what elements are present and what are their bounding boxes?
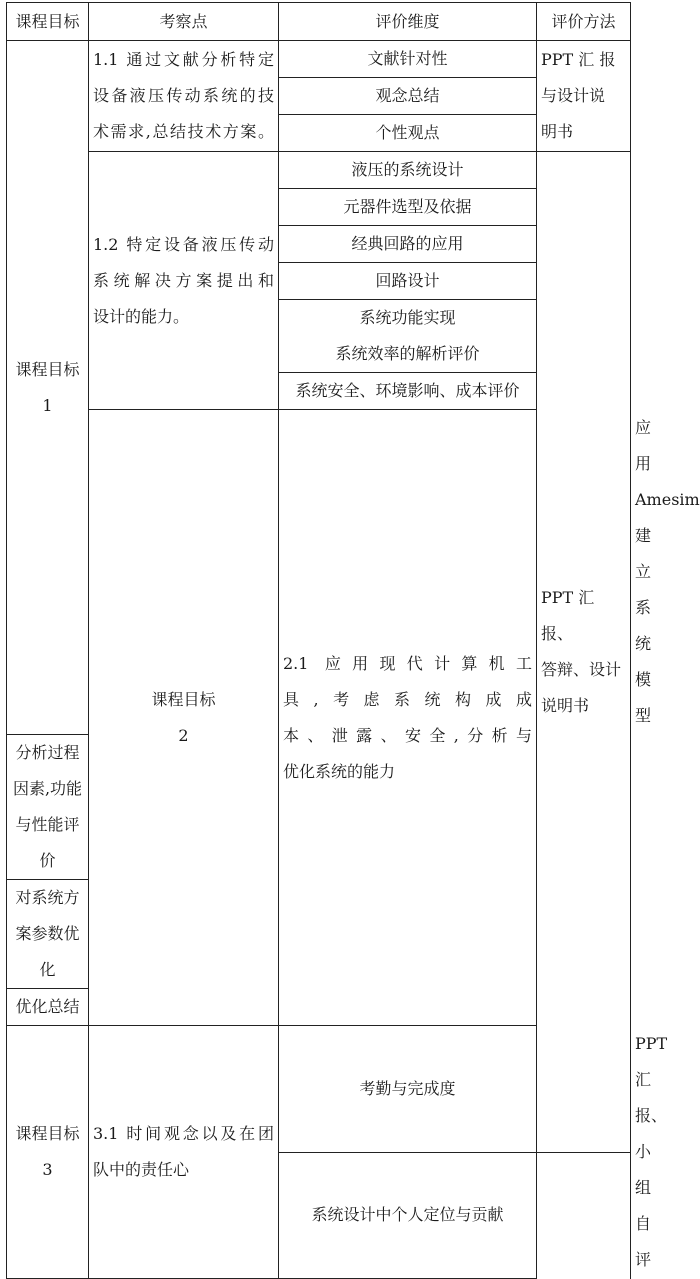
goal-label: 课程目标 xyxy=(15,1124,80,1143)
point-2-1-cell xyxy=(279,410,537,1026)
point-text-line: 1.1 通过文献分析特定 xyxy=(93,50,274,69)
point-text-line: 2.1 应用现代计算机工 xyxy=(283,653,532,673)
method-text-line: PPT 汇 报 xyxy=(541,50,616,69)
header-method: 评价方法 xyxy=(537,3,631,41)
method-text-line: PPT 汇报、 xyxy=(541,587,595,643)
dimension-cell: 元器件选型及依据 xyxy=(279,189,537,226)
header-row xyxy=(7,3,631,41)
dimension-cell: 系统设计中个人定位与贡献 xyxy=(279,1152,537,1279)
dimension-cell: 考勤与完成度 xyxy=(279,1026,537,1153)
header-goal: 课程目标 xyxy=(7,3,89,41)
table-row xyxy=(7,41,631,78)
table-row: 课程目标 3 3.1 时间观念以及在团 队中的责任心 考勤与完成度 PPT 汇报、 小组自评 xyxy=(7,1026,631,1153)
method-text-line: 明书 xyxy=(541,122,574,141)
goal-number: 2 xyxy=(178,725,189,745)
point-text-line: 1.2 特定设备液压传动 xyxy=(93,234,274,254)
point-text-line: 具,考虑系统构成成 xyxy=(283,689,532,709)
method-shared-cell xyxy=(537,152,631,1153)
table-row: 课程目标 2 2.1 应用现代计算机工 具,考虑系统构成成 本、泄露、安全,分析与 优化系统的能力 应用 Amesim 建立系统模型 xyxy=(7,410,631,735)
point-text-line: 优化系统的能力 xyxy=(283,761,396,781)
dimension-cell: 系统安全、环境影响、成本评价 xyxy=(279,373,537,410)
dimension-cell: 优化总结 xyxy=(7,989,89,1026)
dimension-cell: 个性观点 xyxy=(279,115,537,152)
goal-1-cell xyxy=(7,41,89,735)
dimension-cell: 对系统方案参数优化 xyxy=(7,880,89,989)
point-text-line: 本、泄露、安全,分析与 xyxy=(283,725,532,745)
goal-number: 1 xyxy=(42,395,53,415)
method-text-line: 答辩、设计 xyxy=(541,659,622,679)
point-text-line: 队中的责任心 xyxy=(93,1160,190,1179)
point-text-line: 系统解决方案提出和 xyxy=(93,270,274,290)
dimension-text-line: 系统功能实现 xyxy=(359,308,456,327)
dimension-cell: 观念总结 xyxy=(279,78,537,115)
goal-3-cell xyxy=(7,1026,89,1279)
point-text-line: 术需求,总结技术方案。 xyxy=(93,122,274,141)
dimension-cell: 回路设计 xyxy=(279,263,537,300)
dimension-cell: 分析过程因素,功能与性能评价 xyxy=(7,735,89,880)
header-dimension: 评价维度 xyxy=(279,3,537,41)
dimension-text-line: 系统效率的解析评价 xyxy=(335,344,480,363)
point-3-1-cell xyxy=(89,1026,279,1279)
point-1-2-cell xyxy=(89,152,279,410)
point-text-line: 设计的能力。 xyxy=(93,306,190,326)
goal-label: 课程目标 xyxy=(15,359,80,379)
dimension-cell: 经典回路的应用 xyxy=(279,226,537,263)
method-text-line: 说明书 xyxy=(541,695,590,715)
point-1-1-cell xyxy=(89,41,279,152)
header-point: 考察点 xyxy=(89,3,279,41)
goal-number: 3 xyxy=(42,1160,53,1179)
dimension-cell xyxy=(279,300,537,373)
dimension-cell: 液压的系统设计 xyxy=(279,152,537,189)
goal-2-cell xyxy=(89,410,279,1026)
point-text-line: 设备液压传动系统的技 xyxy=(93,86,274,105)
goal-label: 课程目标 xyxy=(151,689,216,709)
table-row xyxy=(7,152,631,189)
dimension-cell: 文献针对性 xyxy=(279,41,537,78)
point-text-line: 3.1 时间观念以及在团 xyxy=(93,1124,274,1143)
evaluation-table xyxy=(6,2,700,1279)
method-1-1-cell xyxy=(537,41,631,152)
method-text-line: 与设计说 xyxy=(541,86,606,105)
